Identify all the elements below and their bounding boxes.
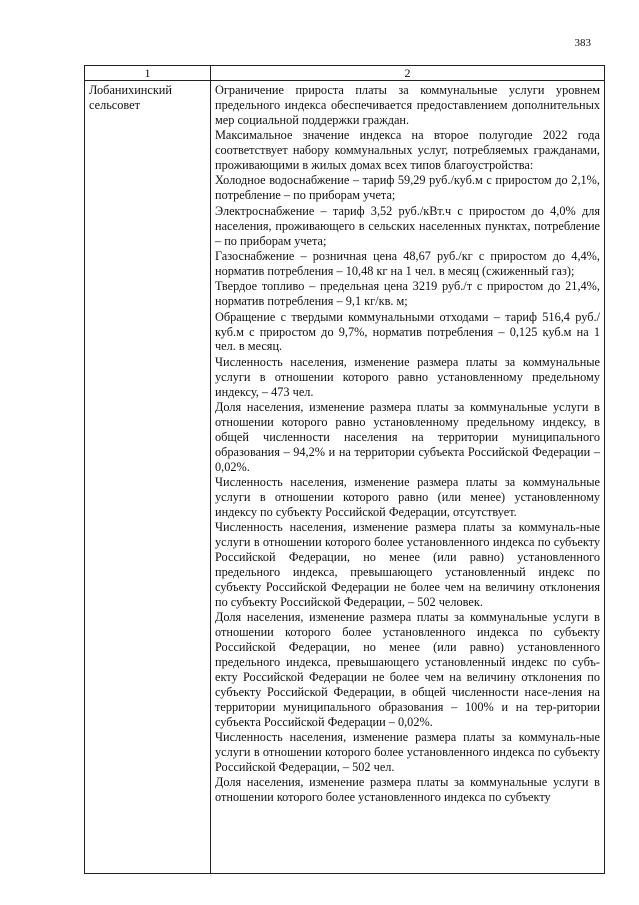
municipality-name: Лобанихинский сельсовет: [85, 81, 211, 874]
paragraph: Максимальное значение индекса на второе полугодие 2022 года соответствует набору коммунальных услуг, потребляемых гражданами, проживающими в жилых домах всех типов благоустройства:: [215, 128, 600, 173]
paragraph: Численность населения, изменение размера платы за коммунальные услуги в отношении которого равно установленному предельному индексу, – 473 чел.: [215, 354, 600, 399]
document-table: [84, 65, 605, 874]
table-row: [85, 81, 605, 874]
paragraph: Обращение с твердыми коммунальными отходами – тариф 516,4 руб./куб.м с приростом до 9,7%, норматив потребления – 0,125 куб.м на 1 чел. в месяц.: [215, 309, 600, 354]
paragraph: Электроснабжение – тариф 3,52 руб./кВт.ч с приростом до 4,0% для населения, проживающего в сельских населенных пунктах, потребление – по приборам учета;: [215, 203, 600, 248]
paragraph: Численность населения, изменение размера платы за коммуналь-ные услуги в отношении которого более установленного индекса по субъекту Российской Федерации, но менее (или равно) установленного предельного индекса, превышающего установленный индекс по субъекту Российской Федерации не более чем на величину отклонения по субъекту Российской Федерации, – 502 человек.: [215, 520, 600, 609]
page-number: 383: [574, 37, 591, 49]
column-header-1: 1: [85, 66, 211, 81]
paragraph: Численность населения, изменение размера платы за коммуналь-ные услуги в отношении которого более установленного индекса по субъекту Российской Федерации, – 502 чел.: [215, 729, 600, 774]
paragraph: Холодное водоснабжение – тариф 59,29 руб./куб.м с приростом до 2,1%, потребление – по приборам учета;: [215, 173, 600, 203]
paragraph: Ограничение прироста платы за коммунальные услуги уровнем предельного индекса обеспечивается предоставлением дополнительных мер социальной поддержки граждан.: [215, 83, 600, 127]
description-cell: [211, 81, 605, 874]
paragraph: Доля населения, изменение размера платы за коммунальные услуги в отношении которого равно установленному предельному индексу, в общей численности населения на территории муниципального образования – 94,2% и на территории субъекта Российской Федерации – 0,02%.: [215, 400, 600, 474]
paragraph: Газоснабжение – розничная цена 48,67 руб./кг с приростом до 4,4%, норматив потребления – 10,48 кг на 1 чел. в месяц (сжиженный газ);: [215, 248, 600, 278]
column-header-2: 2: [211, 66, 605, 81]
paragraph: Доля населения, изменение размера платы за коммунальные услуги в отношении которого более установленного индекса по субъекту Российской Федерации, но менее (или равно) установленного предельного индекса, превышающего установленный индекс по субъ-екту Российской Федерации не более чем на величину отклонения по субъекту Российской Федерации, в общей численности насе-ления на территории муниципального образования – 100% и на тер-ритории субъекта Российской Федерации – 0,02%.: [215, 610, 600, 729]
paragraph: Численность населения, изменение размера платы за коммунальные услуги в отношении которого равно (или менее) установленному индексу по субъекту Российской Федерации, отсутствует.: [215, 475, 600, 519]
table-header-row: [85, 66, 605, 81]
paragraph: Доля населения, изменение размера платы за коммунальные услуги в отношении которого более установленного индекса по субъекту: [215, 775, 600, 805]
paragraph: Твердое топливо – предельная цена 3219 руб./т с приростом до 21,4%, норматив потребления – 9,1 кг/кв. м;: [215, 279, 600, 309]
